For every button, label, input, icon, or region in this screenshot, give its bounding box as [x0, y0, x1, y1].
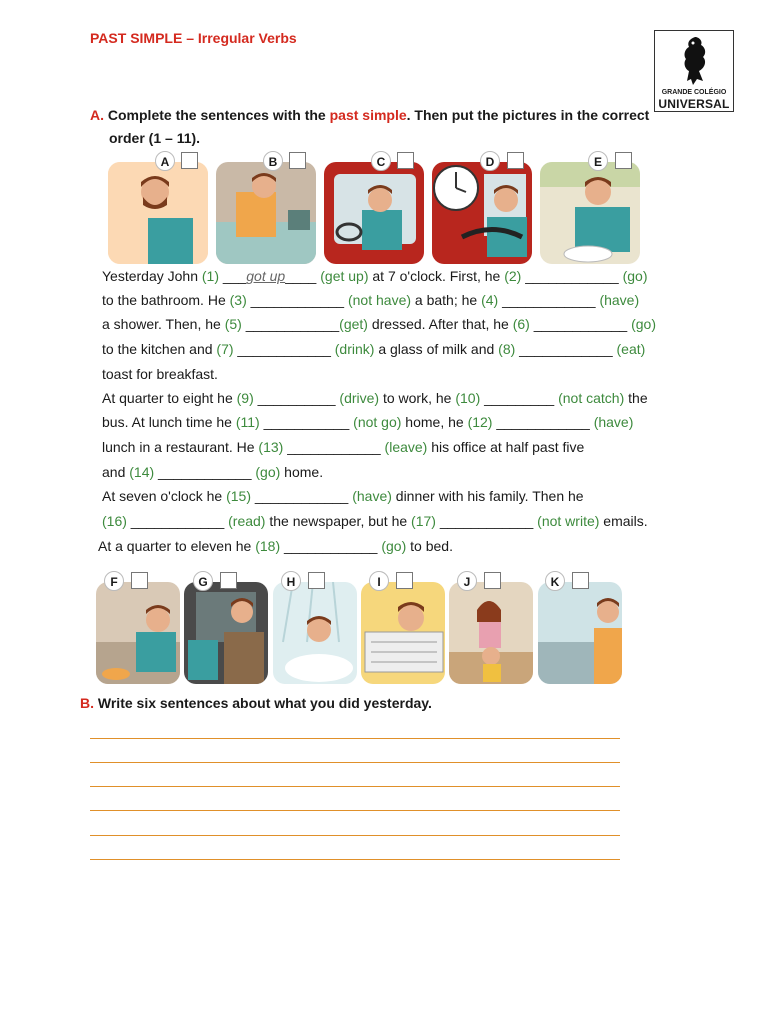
order-box-h[interactable] — [308, 572, 325, 589]
answer-blank[interactable]: ____________ — [529, 316, 632, 332]
picture-label-j: J — [457, 571, 477, 591]
writing-line-1[interactable] — [90, 738, 620, 739]
passage-line — [102, 366, 218, 382]
picture-f — [96, 582, 180, 684]
passage-text: home, he — [401, 414, 468, 430]
passage-text: emails. — [599, 513, 648, 529]
eagle-icon — [677, 35, 713, 87]
verb-hint: (13) — [258, 439, 284, 455]
passage-text: his office at half past five — [427, 439, 585, 455]
verb-hint: (drink) — [334, 341, 375, 357]
answer-blank[interactable]: __________ — [253, 390, 340, 406]
passage-text: At seven o'clock he — [102, 488, 227, 504]
verb-hint: (16) — [102, 513, 127, 529]
picture-label-b: B — [263, 151, 283, 171]
picture-label-h: H — [281, 571, 301, 591]
writing-line-6[interactable] — [90, 859, 620, 860]
answer-blank[interactable]: ____________ — [515, 341, 617, 357]
order-box-g[interactable] — [220, 572, 237, 589]
verb-hint: (17) — [411, 513, 436, 529]
picture-label-d: D — [480, 151, 500, 171]
order-box-b[interactable] — [289, 152, 306, 169]
passage-text: bus. At lunch time he — [102, 414, 236, 430]
verb-hint: (10) — [455, 390, 481, 406]
passage-text: toast for breakfast. — [102, 366, 218, 382]
answer-blank[interactable]: ____________ — [126, 513, 229, 529]
writing-line-4[interactable] — [90, 810, 620, 811]
verb-hint: (go) — [631, 316, 656, 332]
passage-text: to the kitchen and — [102, 341, 217, 357]
picture-i — [361, 582, 445, 684]
answer-blank[interactable]: ____________ — [283, 439, 385, 455]
answer-blank[interactable]: ____________ — [521, 268, 623, 284]
order-box-k[interactable] — [572, 572, 589, 589]
passage-line — [102, 414, 633, 430]
section-a-text2: . Then put the pictures in the correct — [406, 107, 650, 123]
passage-text: At a quarter to eleven he — [98, 538, 256, 554]
verb-hint: (eat) — [616, 341, 646, 357]
picture-h — [273, 582, 357, 684]
verb-hint: (read) — [228, 513, 266, 529]
passage-text: the — [624, 390, 648, 406]
verb-hint: (11) — [235, 414, 260, 430]
picture-label-c: C — [371, 151, 391, 171]
school-logo — [654, 30, 734, 112]
answer-blank[interactable]: ____________ — [435, 513, 538, 529]
answer-blank[interactable]: ____________ — [233, 341, 335, 357]
verb-hint: (go) — [622, 268, 648, 284]
passage-text: and — [102, 464, 130, 480]
passage-text: home. — [280, 464, 324, 480]
picture-k — [538, 582, 622, 684]
order-box-j[interactable] — [484, 572, 501, 589]
picture-b — [216, 162, 316, 264]
picture-label-k: K — [545, 571, 565, 591]
passage-text: dinner with his family. Then he — [391, 488, 584, 504]
verb-hint: (9) — [236, 390, 254, 406]
verb-hint: (have) — [599, 292, 640, 308]
passage-line — [102, 390, 648, 406]
verb-hint: (drive) — [339, 390, 380, 406]
picture-a — [108, 162, 208, 264]
verb-hint: (14) — [129, 464, 155, 480]
section-b-instruction — [80, 695, 432, 711]
answer-blank[interactable]: _________ — [480, 390, 559, 406]
answer-blank[interactable]: ____________ — [280, 538, 382, 554]
picture-g — [184, 582, 268, 684]
verb-hint: (have) — [352, 488, 392, 504]
section-a-letter: A. — [90, 107, 104, 123]
order-box-i[interactable] — [396, 572, 413, 589]
writing-line-3[interactable] — [90, 786, 620, 787]
passage-text: At quarter to eight he — [102, 390, 237, 406]
example-answer: got up — [246, 268, 286, 284]
picture-e — [540, 162, 640, 264]
verb-hint: (not go) — [353, 414, 402, 430]
verb-hint: (15) — [226, 488, 251, 504]
verb-hint: (5) — [224, 316, 242, 332]
writing-line-2[interactable] — [90, 762, 620, 763]
answer-blank[interactable]: ____ — [285, 268, 321, 284]
passage-line — [98, 538, 453, 554]
answer-blank[interactable]: ____________ — [492, 414, 594, 430]
picture-d — [432, 162, 532, 264]
verb-hint: (18) — [255, 538, 281, 554]
section-a-instruction — [90, 104, 650, 150]
answer-blank[interactable]: ____________ — [246, 292, 348, 308]
order-box-d[interactable] — [507, 152, 524, 169]
verb-hint: (go) — [381, 538, 407, 554]
answer-blank[interactable]: ____________ — [250, 488, 353, 504]
answer-blank[interactable]: ___________ — [259, 414, 354, 430]
passage-text: to work, he — [379, 390, 456, 406]
section-a-highlight: past simple — [329, 107, 407, 123]
passage-line — [102, 464, 323, 480]
section-b-text: Write six sentences about what you did yesterday. — [94, 695, 432, 711]
passage-line — [102, 341, 645, 357]
order-box-f[interactable] — [131, 572, 148, 589]
verb-hint: (8) — [498, 341, 516, 357]
order-box-a[interactable] — [181, 152, 198, 169]
passage-text: the newspaper, but he — [265, 513, 412, 529]
verb-hint: (7) — [216, 341, 234, 357]
passage-text: Yesterday John — [102, 268, 202, 284]
order-box-c[interactable] — [397, 152, 414, 169]
verb-hint: (go) — [255, 464, 281, 480]
passage-text: at 7 o'clock. First, he — [368, 268, 505, 284]
logo-line2: UNIVERSAL — [658, 97, 730, 111]
section-a-text1: Complete the sentences with the — [107, 107, 330, 123]
verb-hint: (have) — [593, 414, 634, 430]
answer-blank[interactable]: ____________ — [154, 464, 256, 480]
verb-hint: (4) — [481, 292, 499, 308]
section-a-text3: order (1 – 11). — [109, 130, 201, 146]
passage-line — [102, 268, 647, 284]
answer-blank[interactable]: ___ — [219, 268, 247, 284]
picture-c — [324, 162, 424, 264]
passage-text: a shower. Then, he — [102, 316, 225, 332]
answer-blank[interactable]: ____________ — [498, 292, 600, 308]
passage-text: to bed. — [406, 538, 453, 554]
verb-hint: (6) — [512, 316, 530, 332]
passage-text: lunch in a restaurant. He — [102, 439, 259, 455]
section-b-letter: B. — [80, 695, 94, 711]
verb-hint: (leave) — [384, 439, 428, 455]
verb-hint: (2) — [504, 268, 522, 284]
picture-label-a: A — [155, 151, 175, 171]
passage-line — [102, 439, 584, 455]
picture-label-g: G — [193, 571, 213, 591]
picture-j — [449, 582, 533, 684]
picture-label-i: I — [369, 571, 389, 591]
verb-hint: (3) — [229, 292, 247, 308]
order-box-e[interactable] — [615, 152, 632, 169]
verb-hint: (get) — [339, 316, 368, 332]
passage-line — [102, 488, 584, 504]
passage-text: dressed. After that, he — [367, 316, 513, 332]
passage-text: to the bathroom. He — [102, 292, 230, 308]
picture-label-f: F — [104, 571, 124, 591]
passage-line — [102, 292, 639, 308]
verb-hint: (not have) — [347, 292, 412, 308]
passage-line — [102, 513, 648, 529]
verb-hint: (not catch) — [558, 390, 625, 406]
passage-text: a bath; he — [411, 292, 482, 308]
worksheet-title: PAST SIMPLE – Irregular Verbs — [90, 30, 297, 46]
passage-line — [102, 316, 656, 332]
verb-hint: (1) — [201, 268, 220, 284]
verb-hint: (12) — [467, 414, 493, 430]
passage-text: a glass of milk and — [374, 341, 499, 357]
picture-label-e: E — [588, 151, 608, 171]
answer-blank[interactable]: ____________ — [241, 316, 340, 332]
verb-hint: (get up) — [320, 268, 369, 284]
writing-line-5[interactable] — [90, 835, 620, 836]
verb-hint: (not write) — [537, 513, 600, 529]
logo-line1: GRANDE COLÉGIO — [661, 89, 727, 96]
